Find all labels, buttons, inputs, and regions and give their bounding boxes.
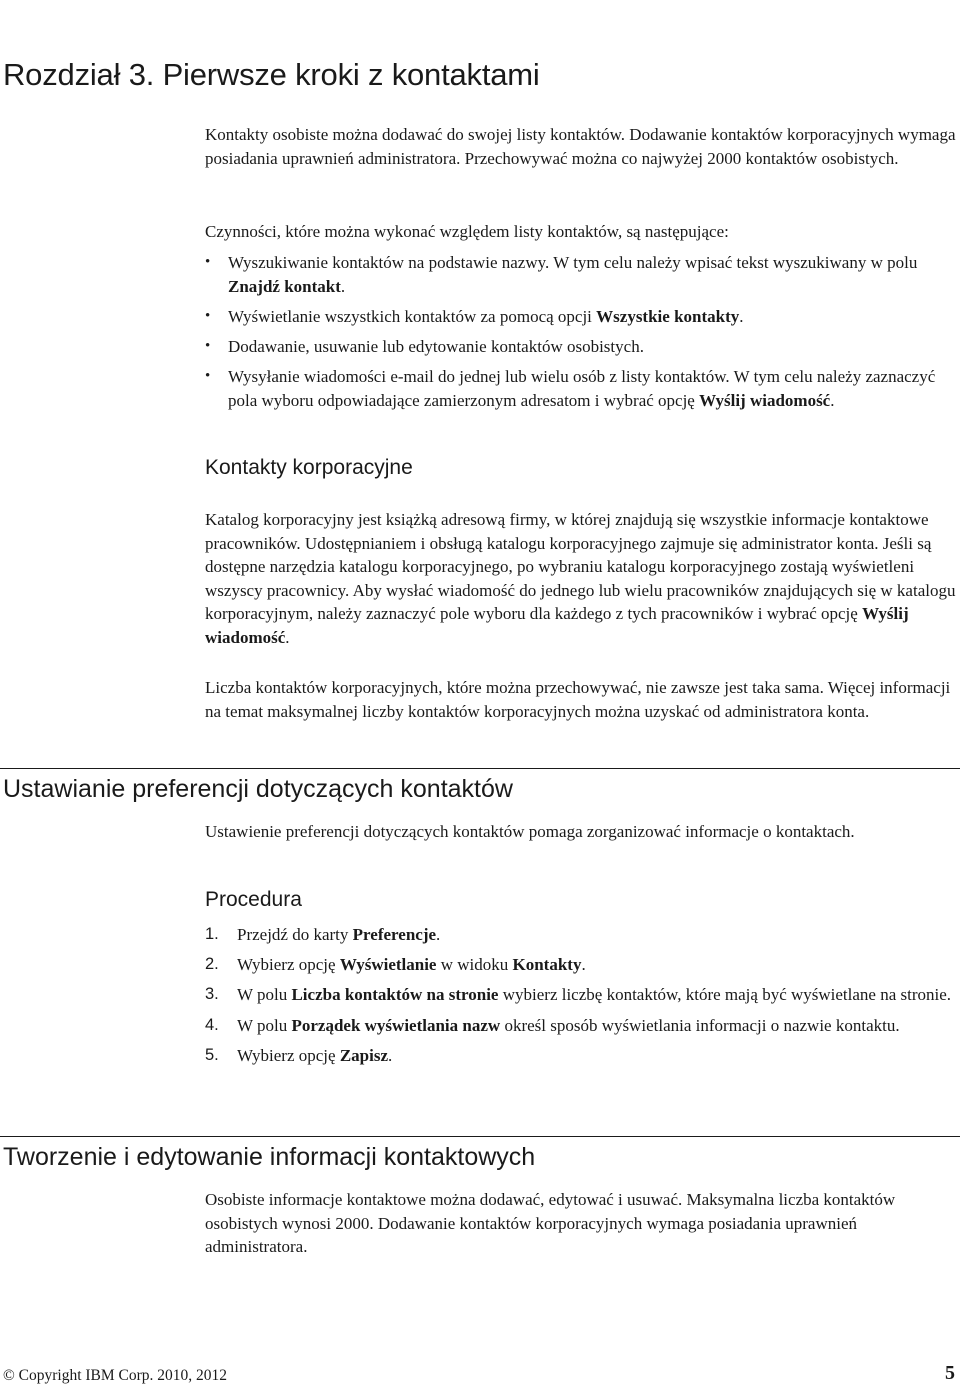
section-divider xyxy=(0,768,960,769)
step-bold-2: Kontakty xyxy=(512,955,582,975)
bullet-icon: • xyxy=(205,337,211,354)
corporate-heading: Kontakty korporacyjne xyxy=(205,456,413,479)
chapter-intro: Kontakty osobiste można dodawać do swojej listy kontaktów. Dodawanie kontaktów korporacyjnych wymaga posiadania uprawnień administratora. Przechowywać można co najwyżej 2000 kontaktów osobistych. xyxy=(205,125,956,168)
list-item-text: Wyświetlanie wszystkich kontaktów za pomocą opcji xyxy=(228,306,597,326)
copyright-notice: © Copyright IBM Corp. 2010, 2012 xyxy=(3,1367,228,1384)
preferences-heading: Ustawianie preferencji dotyczących kontaktów xyxy=(3,775,513,803)
step-bold: Zapisz xyxy=(339,1045,389,1065)
section-divider xyxy=(0,1136,960,1137)
step-bold: Porządek wyświetlania nazw xyxy=(291,1015,501,1035)
step-text: W polu xyxy=(237,985,292,1005)
list-item-text-end: . xyxy=(340,276,346,296)
bullet-icon: • xyxy=(205,368,211,385)
corporate-paragraph-1-text: Katalog korporacyjny jest książką adresową firmy, w której znajdują się wszystkie informacje kontaktowe pracowników. Udostępnianiem i obsługą katalogu korporacyjnego zajmuje się administrator konta. Jeśli są dostępne narzędzia katalogu korporacyjnego, po wybraniu katalogu korporacyjnego zostają wyświetleni wszyscy pracownicy. Aby wysłać wiadomość do jednego lub wielu pracowników znajdujących się w katalogu korporacyjnym, należy zaznaczyć pole wyboru dla każdego z tych pracowników i wybrać opcję xyxy=(205,510,956,624)
procedure-steps xyxy=(205,923,960,1074)
step-text: W polu xyxy=(237,1015,292,1035)
list-item xyxy=(205,365,960,412)
chapter-title: Rozdział 3. Pierwsze kroki z kontaktami xyxy=(3,57,540,92)
step-number: 1. xyxy=(205,925,219,943)
corporate-paragraph-1 xyxy=(205,508,960,650)
actions-intro: Czynności, które można wykonać względem listy kontaktów, są następujące: xyxy=(205,222,729,241)
step-number: 3. xyxy=(205,985,219,1004)
step-text-end: określ sposób wyświetlania informacji o nazwie kontaktu. xyxy=(500,1015,900,1035)
list-item-bold: Wszystkie kontakty xyxy=(596,306,740,326)
step-number: 2. xyxy=(205,955,219,974)
step-number: 4. xyxy=(205,1015,219,1034)
procedure-heading: Procedura xyxy=(205,888,302,911)
procedure-step xyxy=(205,923,960,947)
list-item-text-end: . xyxy=(739,306,744,326)
editing-heading: Tworzenie i edytowanie informacji kontaktowych xyxy=(3,1143,536,1171)
step-text-middle: w widoku xyxy=(436,955,513,975)
step-bold: Wyświetlanie xyxy=(339,955,437,975)
actions-list xyxy=(205,251,960,419)
editing-intro: Osobiste informacje kontaktowe można dodawać, edytować i usuwać. Maksymalna liczba kontaktów osobistych wynosi 2000. Dodawanie kontaktów korporacyjnych wymaga posiadania uprawnień administratora. xyxy=(205,1190,896,1257)
procedure-step xyxy=(205,1044,960,1068)
list-item xyxy=(205,335,960,359)
list-item-text: Wyszukiwanie kontaktów na podstawie nazwy. W tym celu należy wpisać tekst wyszukiwany w polu xyxy=(228,253,918,272)
procedure-step xyxy=(205,953,960,977)
procedure-step xyxy=(205,983,960,1007)
list-item-text: Wysyłanie wiadomości e-mail do jednej lub wielu osób z listy kontaktów. W tym celu należy zaznaczyć pola wyboru odpowiadające zamierzonym adresatom i wybrać opcję xyxy=(228,367,936,410)
step-text: Wybierz opcję xyxy=(237,1045,340,1065)
corporate-paragraph-1-bold: Wyślij wiadomość xyxy=(205,604,909,647)
corporate-paragraph-2: Liczba kontaktów korporacyjnych, które można przechowywać, nie zawsze jest taka sama. Więcej informacji na temat maksymalnej liczby kontaktów korporacyjnych można uzyskać od administratora konta. xyxy=(205,678,951,721)
step-number: 5. xyxy=(205,1045,219,1064)
corporate-paragraph-1-end: . xyxy=(285,627,290,647)
step-bold: Liczba kontaktów na stronie xyxy=(291,985,499,1005)
step-text: Wybierz opcję xyxy=(237,955,340,975)
procedure-step xyxy=(205,1014,960,1038)
step-text-end: . xyxy=(388,1045,393,1065)
step-text-end: . xyxy=(436,925,441,944)
list-item-text-end: . xyxy=(830,390,835,410)
bullet-icon: • xyxy=(205,307,211,324)
list-item-text: Dodawanie, usuwanie lub edytowanie kontaktów osobistych. xyxy=(228,336,644,356)
step-text-end: wybierz liczbę kontaktów, które mają być wyświetlane na stronie. xyxy=(498,985,952,1005)
step-text: Przejdź do karty xyxy=(237,925,353,944)
list-item-bold: Wyślij wiadomość xyxy=(699,390,831,410)
step-text-end: . xyxy=(581,955,586,975)
list-item xyxy=(205,251,960,298)
list-item-bold: Znajdź kontakt xyxy=(228,276,341,296)
step-bold: Preferencje xyxy=(352,925,437,944)
bullet-icon: • xyxy=(205,254,211,270)
preferences-intro: Ustawienie preferencji dotyczących kontaktów pomaga zorganizować informacje o kontaktach. xyxy=(205,822,855,841)
page-number: 5 xyxy=(945,1362,955,1384)
list-item xyxy=(205,305,960,329)
